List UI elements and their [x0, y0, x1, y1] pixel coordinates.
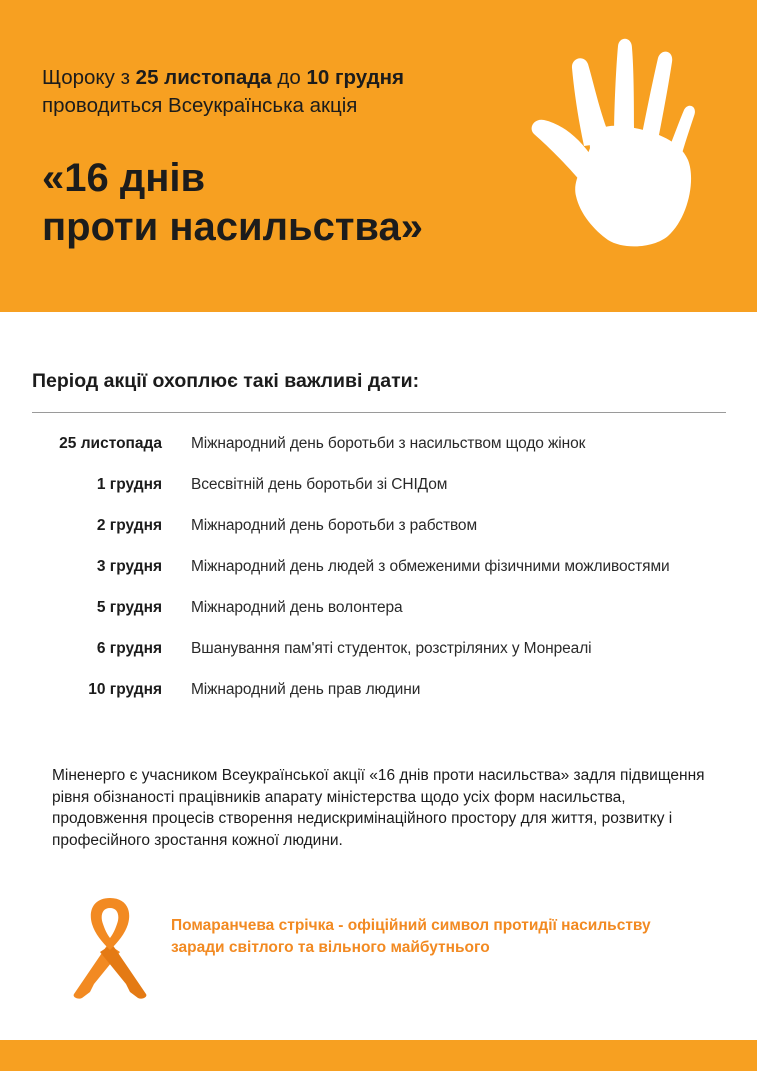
date-label: 3 грудня	[96, 558, 162, 575]
ribbon-caption	[171, 915, 731, 959]
date-label: 6 грудня	[96, 640, 162, 657]
intro-part-1: Щороку з	[42, 66, 136, 89]
date-description: Міжнародний день людей з обмеженими фізичними можливостями	[191, 558, 670, 575]
date-description: Всесвітній день боротьби зі СНІДом	[191, 476, 448, 493]
intro-part-3: проводиться Всеукраїнська акція	[42, 94, 358, 117]
intro-start-date: 25 листопада	[135, 66, 272, 89]
intro-text	[42, 64, 542, 120]
ribbon-caption-line-2: заради світлого та вільного майбутнього	[171, 939, 490, 956]
date-description: Міжнародний день боротьби з рабством	[191, 517, 477, 534]
campaign-title-line-2: проти насильства»	[42, 205, 423, 249]
date-description: Міжнародний день прав людини	[191, 681, 421, 698]
hand-print-icon	[528, 28, 696, 250]
date-description: Вшанування пам'яті студенток, розстріляних у Монреалі	[191, 640, 592, 657]
date-row	[0, 432, 757, 473]
header-banner	[0, 0, 757, 312]
ribbon-caption-line-1: Помаранчева стрічка - офіційний символ протидії насильству	[171, 917, 651, 934]
date-row	[0, 678, 757, 719]
campaign-title-line-1: «16 днів	[42, 156, 206, 200]
date-label: 2 грудня	[96, 517, 162, 534]
footer-bar	[0, 1040, 757, 1071]
date-label: 10 грудня	[88, 681, 162, 698]
date-row	[0, 596, 757, 637]
date-description: Міжнародний день боротьби з насильством щодо жінок	[191, 435, 586, 452]
date-row	[0, 555, 757, 596]
section-title: Період акції охоплює такі важливі дати:	[32, 370, 420, 392]
campaign-title	[42, 154, 562, 252]
date-description: Міжнародний день волонтера	[191, 599, 403, 616]
dates-list	[0, 432, 757, 719]
divider	[32, 412, 726, 413]
orange-ribbon-icon	[64, 896, 156, 1000]
date-label: 25 листопада	[59, 435, 162, 452]
intro-part-2: до	[271, 66, 307, 89]
date-row	[0, 514, 757, 555]
date-label: 5 грудня	[96, 599, 162, 616]
ministry-statement: Міненерго є учасником Всеукраїнської акції «16 днів проти насильства» задля підвищення рівня обізнаності працівників апарату міністерства щодо усіх форм насильства, продовження процесів створення недискримінаційного простору для життя, розвитку і професійного зростання кожної людини.	[52, 767, 705, 849]
date-row	[0, 637, 757, 678]
date-label: 1 грудня	[96, 476, 162, 493]
date-row	[0, 473, 757, 514]
intro-end-date: 10 грудня	[306, 66, 404, 89]
